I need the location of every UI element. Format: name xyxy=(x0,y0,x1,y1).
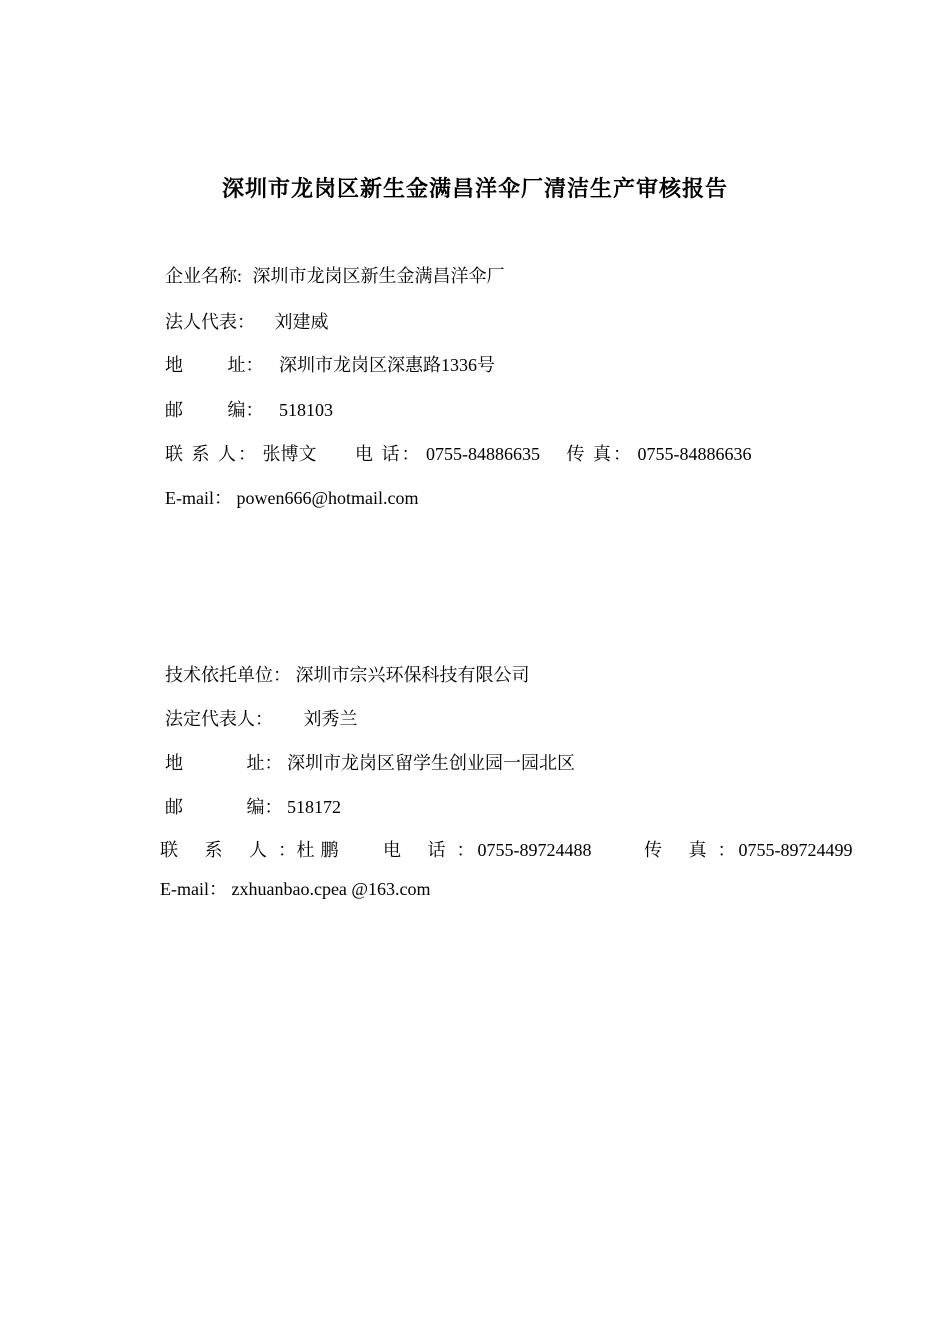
company-fax-value: 0755-84886636 xyxy=(637,444,752,464)
tech-fax-value: 0755-89724499 xyxy=(738,840,853,860)
tech-legal-row xyxy=(165,707,358,731)
tech-unit-value: 深圳市宗兴环保科技有限公司 xyxy=(295,665,530,685)
tech-contact-value: 杜鹏 xyxy=(296,840,345,860)
company-postcode-value: 518103 xyxy=(279,400,333,420)
tech-legal-label: 法定代表人： xyxy=(165,709,273,729)
tech-postcode-label-b: 编： xyxy=(246,797,283,817)
company-phone-value: 0755-84886635 xyxy=(426,444,540,464)
company-email-value: powen666@hotmail.com xyxy=(236,488,419,508)
company-postcode-row xyxy=(165,398,333,422)
company-email-label: E-mail： xyxy=(165,488,232,508)
company-address-row xyxy=(165,353,495,377)
tech-email-value: zxhuanbao.cpea @163.com xyxy=(231,879,431,899)
document-title: 深圳市龙岗区新生金满昌洋伞厂清洁生产审核报告 xyxy=(221,177,728,202)
company-address-label-a: 地 xyxy=(165,355,183,375)
tech-address-value: 深圳市龙岗区留学生创业园一园北区 xyxy=(287,753,575,773)
company-name-label: 企业名称: xyxy=(165,266,243,286)
company-name-row xyxy=(165,264,505,288)
tech-postcode-value: 518172 xyxy=(287,797,341,817)
company-fax-label: 传 真： xyxy=(566,444,633,464)
company-postcode-label-b: 编： xyxy=(227,400,264,420)
company-legal-value: 刘建威 xyxy=(274,312,329,332)
tech-contact-label: 联 系 人： xyxy=(160,840,307,860)
company-address-label-b: 址： xyxy=(227,355,264,375)
tech-unit-label: 技术依托单位： xyxy=(165,665,291,685)
tech-address-label-b: 址： xyxy=(246,753,283,773)
company-contact-value: 张博文 xyxy=(262,444,317,464)
tech-address-label-a: 地 xyxy=(165,753,183,773)
tech-address-row xyxy=(165,751,575,775)
tech-postcode-row xyxy=(165,795,341,819)
company-name-value: 深圳市龙岗区新生金满昌洋伞厂 xyxy=(252,266,505,286)
company-contact-label: 联 系 人： xyxy=(165,444,258,464)
tech-postcode-label-a: 邮 xyxy=(165,797,183,817)
company-legal-label: 法人代表： xyxy=(165,312,255,332)
company-contact-row xyxy=(165,442,752,466)
tech-phone-value: 0755-89724488 xyxy=(477,840,592,860)
tech-phone-label: 电 话： xyxy=(383,840,486,860)
company-postcode-label-a: 邮 xyxy=(165,400,183,420)
tech-email-label: E-mail： xyxy=(160,879,227,899)
tech-legal-value: 刘秀兰 xyxy=(303,709,358,729)
company-legal-row xyxy=(165,310,329,334)
tech-fax-label: 传 真： xyxy=(644,840,747,860)
company-phone-label: 电 话： xyxy=(355,444,422,464)
tech-email-row xyxy=(160,877,431,901)
tech-unit-row xyxy=(165,663,530,687)
tech-contact-row xyxy=(160,838,853,862)
company-email-row xyxy=(165,486,419,510)
company-address-value: 深圳市龙岗区深惠路1336号 xyxy=(279,355,495,375)
